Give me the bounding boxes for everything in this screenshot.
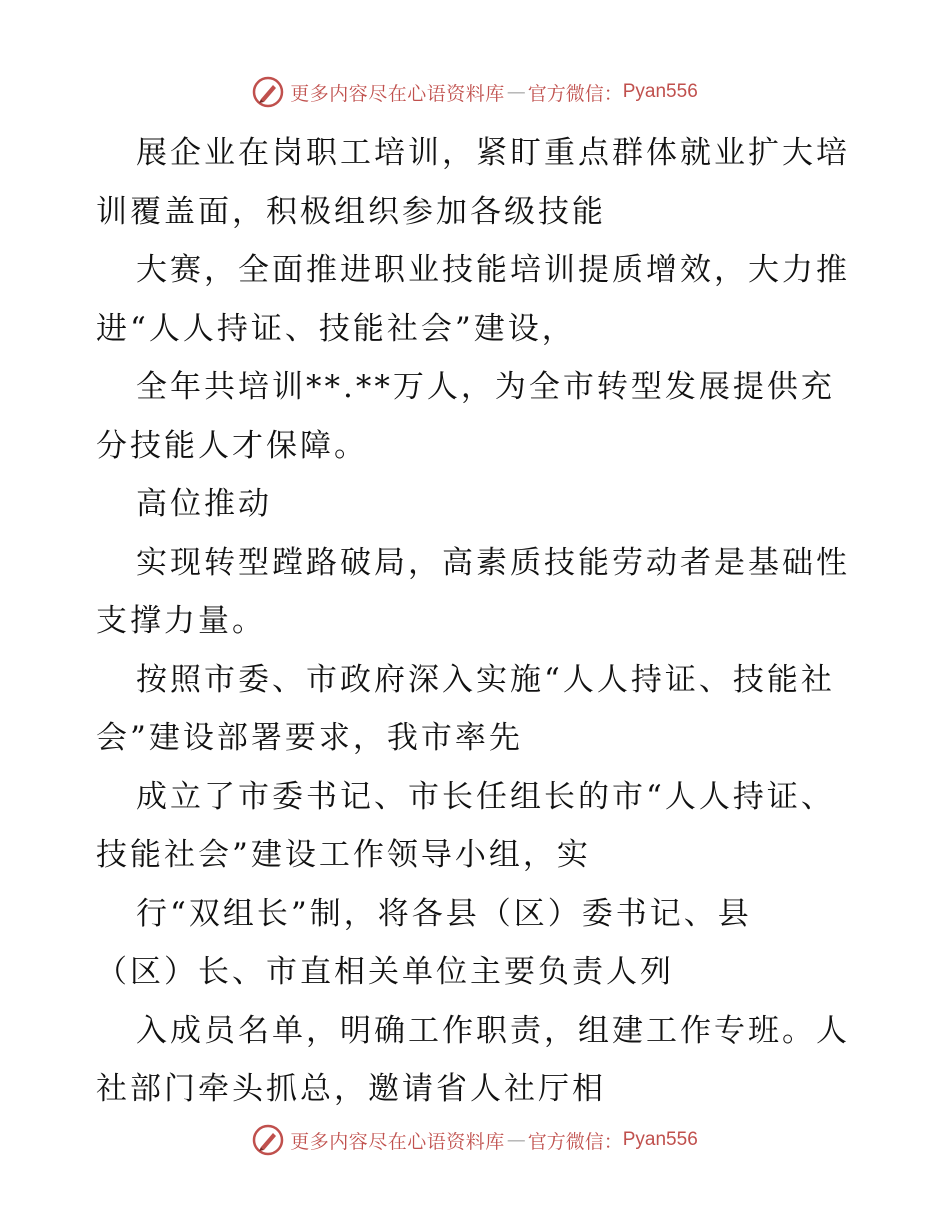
- body-line: 支撑力量。: [96, 603, 266, 639]
- watermark-text: 更多内容尽在心语资料库: [290, 1130, 505, 1153]
- body-line: 会”建设部署要求，我市率先: [96, 720, 523, 756]
- watermark-separator: —: [506, 1129, 526, 1151]
- watermark-id: Pyan556: [622, 81, 698, 102]
- body-line: 成立了市委书记、市长任组长的市“人人持证、: [136, 778, 835, 815]
- body-line: 按照市委、市政府深入实施“人人持证、技能社: [136, 661, 835, 698]
- body-line: 分技能人才保障。: [96, 427, 368, 464]
- body-line: 社部门牵头抓总，邀请省人社厅相: [96, 1071, 606, 1107]
- body-line: 入成员名单，明确工作职责，组建工作专班。人: [136, 1012, 850, 1049]
- footer-watermark: [0, 1120, 950, 1160]
- watermark-text: 更多内容尽在心语资料库: [290, 82, 505, 105]
- watermark-separator: —: [506, 81, 526, 103]
- body-line: 训覆盖面，积极组织参加各级技能: [96, 193, 606, 230]
- body-line: 行“双组长”制，将各县（区）委书记、县: [136, 895, 752, 932]
- watermark-id: Pyan556: [622, 1129, 698, 1150]
- header-watermark: [0, 72, 950, 112]
- body-line: 全年共培训**.**万人，为全市转型发展提供充: [136, 369, 835, 405]
- pen-logo-icon: [252, 76, 284, 108]
- pen-logo-icon: [252, 1124, 284, 1156]
- body-line: 大赛，全面推进职业技能培训提质增效，大力推: [136, 252, 850, 288]
- body-line: 展企业在岗职工培训，紧盯重点群体就业扩大培: [136, 135, 850, 171]
- body-line: 进“人人持证、技能社会”建设，: [96, 310, 576, 347]
- watermark-label: 官方微信：: [527, 82, 623, 105]
- body-line: 实现转型蹚路破局，高素质技能劳动者是基础性: [136, 544, 850, 581]
- section-heading: 高位推动: [136, 486, 272, 522]
- document-body: [96, 124, 856, 1119]
- body-line: 技能社会”建设工作领导小组，实: [96, 837, 591, 873]
- body-line: （区）长、市直相关单位主要负责人列: [96, 954, 674, 990]
- watermark-label: 官方微信：: [527, 1130, 623, 1153]
